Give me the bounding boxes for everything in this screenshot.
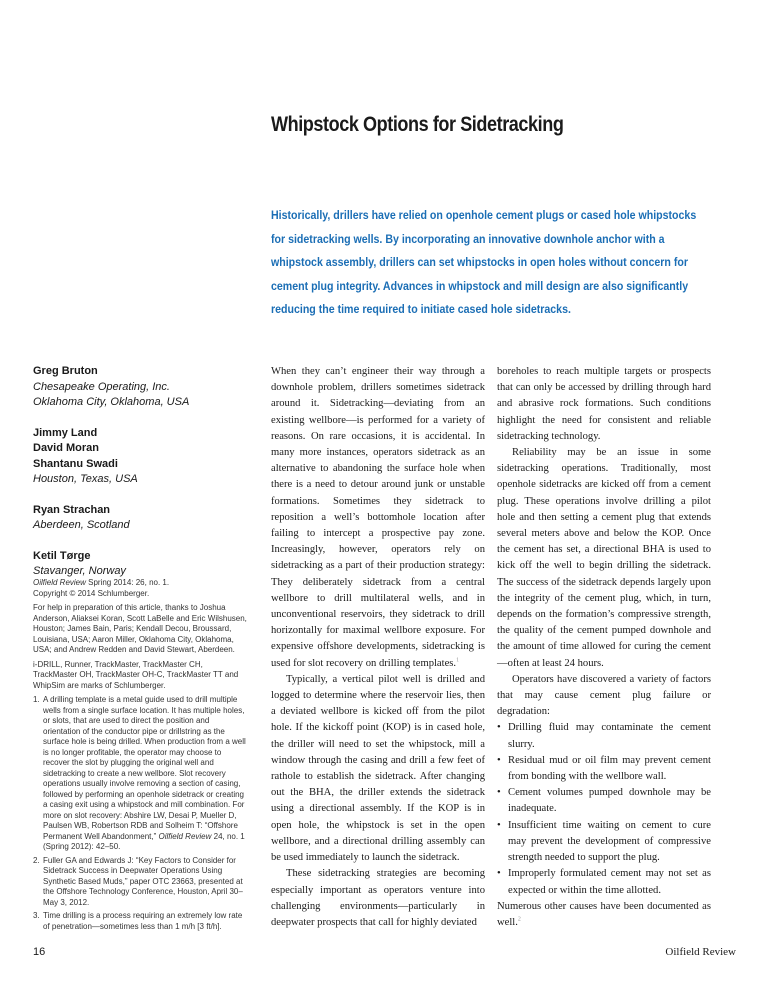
body-paragraph (497, 899, 711, 931)
author-name: David Moran (33, 442, 100, 454)
issue-line (33, 578, 247, 599)
list-item: • Drilling fluid may contaminate the cement slurry. (497, 720, 711, 752)
deck-line: for sidetracking wells. By incorporating an innovative downhole anchor with a (271, 231, 665, 246)
author-name: Jimmy Land (33, 426, 98, 439)
article-deck (271, 204, 721, 322)
body-column-2 (497, 364, 711, 931)
journal-name: Oilfield Review (33, 578, 86, 587)
footnote-ref[interactable]: 2 (517, 916, 521, 923)
body-paragraph: boreholes to reach multiple targets or prospects that can only be accessed by drilling through hard and abrasive rock formations. Such conditions highlight the need for consistent and reliable sidetracking technology. (497, 366, 711, 442)
issue-info: Spring 2014: 26, no. 1. (85, 578, 170, 587)
footnote (33, 856, 247, 909)
paragraph-text: Numerous other causes have been documented as well. (497, 900, 711, 928)
list-item: • Insufficient time waiting on cement to cure may prevent the development of compressive strength needed to support the plug. (497, 818, 711, 867)
copyright: Copyright © 2014 Schlumberger. (33, 588, 150, 598)
acknowledgment: For help in preparation of this article, thanks to Joshua Anderson, Aliaksei Koran, Scott LaBelle and Eric Wilshusen, Houston; James Bain, Paris; Kendall Decou, Broussard, Louisiana, USA; Aaron Miller, Oklahoma City, Oklahoma, USA; and Andrew Redden and David Stewart, Aberdeen. (33, 603, 247, 654)
body-paragraph: Reliability may be an issue in some sidetracking operations. Traditionally, most openhole sidetracks are kicked off from a cement plug. These operations involve drilling a pilot hole and then setting a cement plug that extends several meters above and below the KOP. Once the cement has set, a directional BHA is used to kick off the well to begin drilling the sidetrack. The success of the sidetrack depends largely upon the integrity of the cement plug, which, in turn, depends on the formation’s compressive strength, the quality of the cement pumped downhole and the amount of time allowed for curing the cement—often at least 24 hours. (497, 447, 711, 669)
footnote-text (43, 695, 247, 853)
author-affiliation: Oklahoma City, Oklahoma, USA (33, 396, 190, 408)
author-group (33, 364, 243, 411)
author-affiliation: Houston, Texas, USA (33, 473, 138, 485)
author-list (33, 364, 243, 595)
list-item: • Cement volumes pumped downhole may be inadequate. (497, 785, 711, 817)
author-name: Shantanu Swadi (33, 457, 118, 470)
author-group (33, 549, 243, 580)
deck-line: Historically, drillers have relied on openhole cement plugs or cased hole whipstocks (271, 208, 697, 222)
footnote-number: 1. (33, 695, 40, 704)
author-group (33, 426, 243, 488)
page-number: 16 (33, 946, 46, 958)
footnote-text: Fuller GA and Edwards J: “Key Factors to Consider for Sidetrack Success in Deepwater Operations Using Synthetic Based Muds,” paper OTC 23663, presented at the Offshore Technology Conference, Houston, April 30–May 3, 2012. (43, 855, 243, 907)
footnote-text-part: A drilling template is a metal guide used to drill multiple wells from a single surface location. It has multiple holes, or slots, that are used to direct the position and orientation of the conductor pipe or drillstring as the surface hole is being drilled. When production from a well is no longer profitable, the operator may choose to recover the slot by plugging the original well and sidetracking to create a new wellbore. Slot recovery operations usually involve removing a section of casing, followed by performing an openhole sidetrack or creating a casing exit using a whipstock and mill combination. For more on slot recovery: Abshire LW, Desai P, Mueller D, Paulsen WB, Robertson RDB and Solheim T: “Offshore Permanent Well Abandonment,” (43, 695, 246, 841)
body-paragraph (271, 364, 485, 672)
trademarks: i-DRILL, Runner, TrackMaster, TrackMaster CH, TrackMaster OH, TrackMaster OH-C, TrackMaster TT and WhipSim are marks of Schlumberger. (33, 659, 239, 690)
author-affiliation: Stavanger, Norway (33, 565, 126, 577)
body-paragraph: Typically, a vertical pilot well is drilled and logged to determine where the reservoir lies, then a deviated wellbore is kicked off from the pilot hole. If the kickoff point (KOP) is in cased hole, the driller will need to set the whipstock, mill a window through the casing and drill a few feet of rathole to establish the sidetrack. After changing out the BHA, the driller extends the sidetrack using a directional assembly. If the KOP is in open hole, the whipstock is set in the open wellbore, and a directional drilling assembly can be used immediately to launch the sidetrack. (271, 673, 485, 864)
deck-line: whipstock assembly, drillers can set whipstocks in open holes without concern for (271, 255, 688, 270)
journal-footer: Oilfield Review (665, 946, 736, 958)
footnote-journal: Oilfield Review (158, 831, 212, 841)
body-paragraph: Operators have discovered a variety of factors that may cause cement plug failure or degradation: (497, 673, 711, 718)
footnote (33, 911, 247, 932)
failure-factor-list (497, 720, 711, 898)
author-affiliation: Chesapeake Operating, Inc. (33, 380, 170, 393)
author-name: Greg Bruton (33, 365, 98, 377)
footnote-text-part: 24, no. 1 (Spring 2012): 42–50. (43, 831, 245, 851)
footnote-number: 3. (33, 911, 40, 920)
author-affiliation: Aberdeen, Scotland (33, 519, 130, 531)
author-name: Ketil Tørge (33, 549, 91, 562)
article-title: Whipstock Options for Sidetracking (271, 113, 564, 136)
front-matter (33, 578, 247, 935)
footnote-number: 2. (33, 855, 40, 865)
author-name: Ryan Strachan (33, 503, 111, 516)
footnote (33, 695, 247, 853)
body-paragraph: These sidetracking strategies are becoming especially important as operators venture into challenging environments—particularly in deepwater prospects that call for highly deviated (271, 868, 485, 928)
footnote-text: Time drilling is a process requiring an extremely low rate of penetration—sometimes less than 1 m/h [3 ft/h]. (43, 911, 243, 931)
list-item: • Improperly formulated cement may not set as expected or within the time allotted. (497, 866, 711, 898)
list-item: • Residual mud or oil film may prevent cement from bonding with the wellbore wall. (497, 753, 711, 785)
deck-line: cement plug integrity. Advances in whipstock and mill design are also significantly (271, 278, 689, 293)
deck-line: reducing the time required to initiate cased hole sidetracks. (271, 302, 571, 317)
footnote-ref[interactable]: 1 (456, 657, 460, 664)
body-column-1 (271, 364, 485, 931)
paragraph-text: When they can’t engineer their way through a downhole problem, drillers sometimes sidetrack around it. Sidetracking—deviating from an existing wellbore—is performed for a variety of reasons. On rare occasions, it is accidental. In many more instances, operators sidetrack as an alternative to abandoning the surface hole when there is a need to detour around junk or unstable formations. Sometimes they sidetrack to reposition a well’s bottomhole location after failing to intercept a prospective pay zone. Increasingly, however, operators rely on sidetracking as a part of their production strategy: They deliberately sidetrack from a central wellbore to drill multilateral wells, and in unconventional reservoirs, they sidetrack to drill horizontally for maximal wellbore exposure. For expensive offshore developments, sidetracking is used for slot recovery on drilling templates. (271, 366, 485, 669)
author-group (33, 503, 243, 534)
